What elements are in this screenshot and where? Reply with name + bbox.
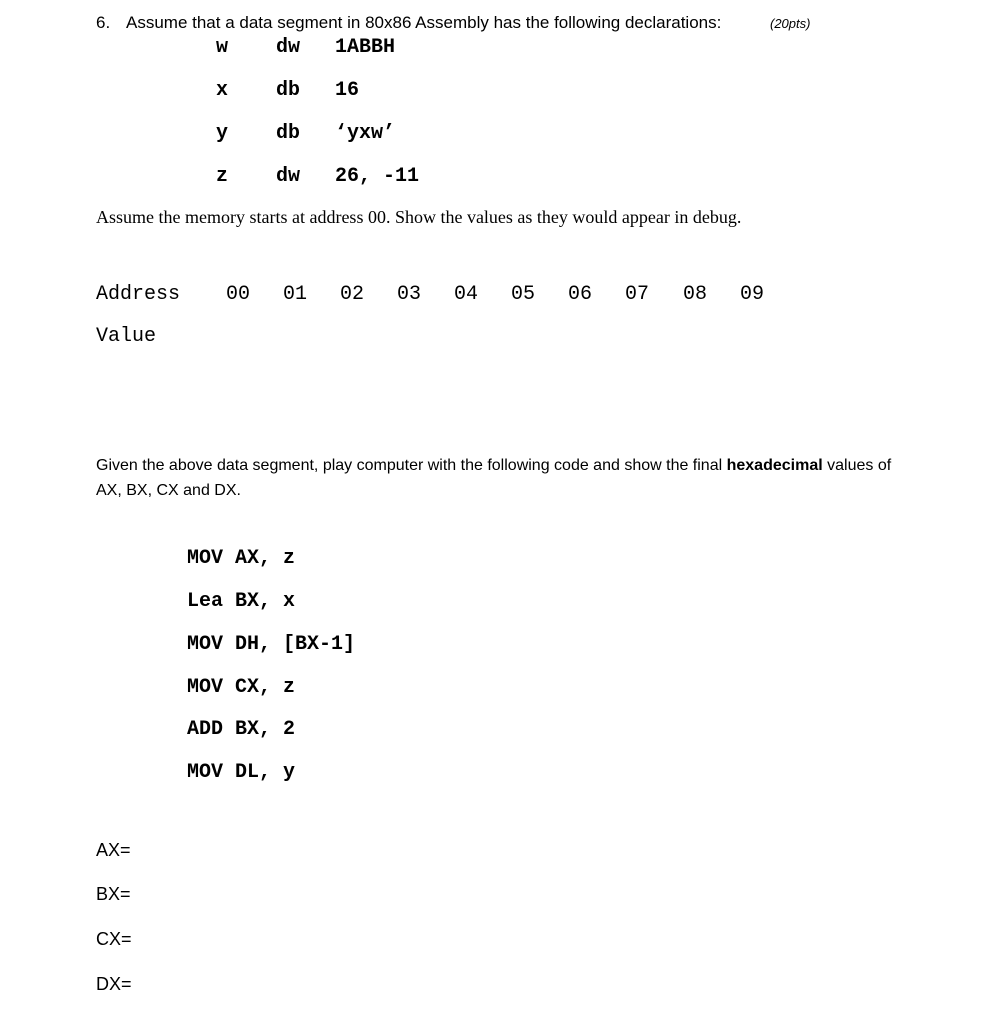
code-line: MOV DH, [BX-1] [187,633,356,656]
address-label: Address [96,283,181,306]
decl-name: z [216,165,229,188]
code-line: MOV AX, z [187,547,296,570]
value-label: Value [96,325,157,348]
register-ax-label: AX= [96,840,131,860]
memory-instruction: Assume the memory starts at address 00. Show the values as they would appear in debug. [96,207,742,227]
decl-value: 26, -11 [335,165,420,188]
register-bx-label: BX= [96,884,131,904]
play-computer-instruction [96,453,896,503]
instruction-emphasis: hexadecimal [726,457,823,474]
decl-value: 1ABBH [335,36,396,59]
decl-type: dw [276,36,301,59]
register-cx-label: CX= [96,929,132,949]
decl-type: db [276,122,301,145]
decl-type: db [276,79,301,102]
question-text: Assume that a data segment in 80x86 Assembly has the following declarations: [126,13,722,32]
address-cell: 07 [625,283,650,306]
address-cell: 03 [397,283,422,306]
code-line: MOV CX, z [187,676,296,699]
decl-value: ‘yxw’ [335,122,396,145]
address-cell: 01 [283,283,308,306]
address-cell: 09 [740,283,765,306]
decl-name: x [216,79,229,102]
address-cell: 08 [683,283,708,306]
decl-name: w [216,36,229,59]
address-cell: 04 [454,283,479,306]
register-dx-label: DX= [96,974,132,994]
address-cell: 02 [340,283,365,306]
code-line: MOV DL, y [187,761,296,784]
points-label: (20pts) [770,16,811,31]
code-line: ADD BX, 2 [187,718,296,741]
address-cell: 05 [511,283,536,306]
address-cell: 06 [568,283,593,306]
code-line: Lea BX, x [187,590,296,613]
instruction-text: Given the above data segment, play computer with the following code and show the final [96,457,727,474]
instruction-text: values of AX, BX, CX and DX. [96,457,892,499]
decl-type: dw [276,165,301,188]
question-number: 6. [96,13,111,32]
decl-value: 16 [335,79,360,102]
address-cell: 00 [226,283,251,306]
decl-name: y [216,122,229,145]
